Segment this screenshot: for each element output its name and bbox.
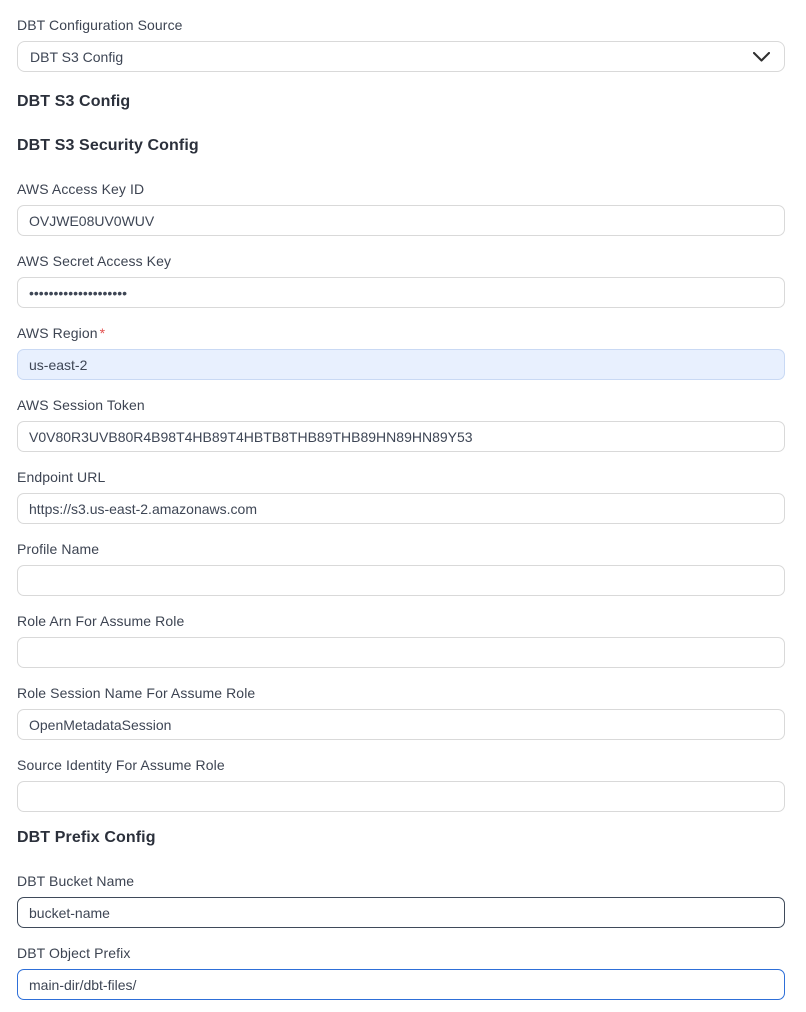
required-asterisk: * bbox=[99, 325, 106, 341]
aws-region-input[interactable] bbox=[17, 349, 785, 380]
endpoint-url-input[interactable] bbox=[17, 493, 785, 524]
aws-access-key-id-input[interactable] bbox=[17, 205, 785, 236]
profile-name-label: Profile Name bbox=[17, 541, 100, 557]
dbt-configuration-source-selected-value: DBT S3 Config bbox=[30, 48, 124, 65]
role-arn-for-assume-role-field bbox=[17, 611, 785, 668]
source-identity-for-assume-role-label: Source Identity For Assume Role bbox=[17, 757, 225, 773]
aws-access-key-id-field bbox=[17, 179, 785, 236]
aws-session-token-label: AWS Session Token bbox=[17, 397, 145, 413]
dbt-bucket-name-label: DBT Bucket Name bbox=[17, 873, 135, 889]
section-header-dbt-prefix-config: DBT Prefix Config bbox=[17, 829, 156, 846]
endpoint-url-label: Endpoint URL bbox=[17, 469, 106, 485]
dbt-object-prefix-input[interactable] bbox=[17, 969, 785, 1000]
source-identity-for-assume-role-input[interactable] bbox=[17, 781, 785, 812]
role-session-name-for-assume-role-input[interactable] bbox=[17, 709, 785, 740]
role-arn-for-assume-role-input[interactable] bbox=[17, 637, 785, 668]
aws-region-label-text: AWS Region bbox=[17, 325, 98, 341]
dbt-bucket-name-input[interactable] bbox=[17, 897, 785, 928]
role-session-name-for-assume-role-field bbox=[17, 683, 785, 740]
dbt-object-prefix-label: DBT Object Prefix bbox=[17, 945, 131, 961]
section-header-dbt-s3-security-config: DBT S3 Security Config bbox=[17, 137, 199, 154]
dbt-configuration-source-label: DBT Configuration Source bbox=[17, 17, 183, 33]
section-header-dbt-s3-config: DBT S3 Config bbox=[17, 93, 131, 110]
dbt-object-prefix-field bbox=[17, 943, 785, 1000]
aws-secret-access-key-input[interactable] bbox=[17, 277, 785, 308]
aws-secret-access-key-label: AWS Secret Access Key bbox=[17, 253, 172, 269]
profile-name-field bbox=[17, 539, 785, 596]
aws-session-token-field bbox=[17, 395, 785, 452]
dbt-configuration-source-select[interactable] bbox=[17, 41, 785, 72]
role-session-name-for-assume-role-label: Role Session Name For Assume Role bbox=[17, 685, 256, 701]
dbt-configuration-source-field bbox=[17, 15, 785, 72]
aws-access-key-id-label: AWS Access Key ID bbox=[17, 181, 145, 197]
profile-name-input[interactable] bbox=[17, 565, 785, 596]
role-arn-for-assume-role-label: Role Arn For Assume Role bbox=[17, 613, 185, 629]
aws-secret-access-key-field bbox=[17, 251, 785, 308]
aws-session-token-input[interactable] bbox=[17, 421, 785, 452]
source-identity-for-assume-role-field bbox=[17, 755, 785, 812]
dbt-bucket-name-field bbox=[17, 871, 785, 928]
endpoint-url-field bbox=[17, 467, 785, 524]
aws-region-label bbox=[17, 323, 785, 343]
aws-region-field bbox=[17, 323, 785, 380]
chevron-down-icon bbox=[753, 52, 770, 62]
